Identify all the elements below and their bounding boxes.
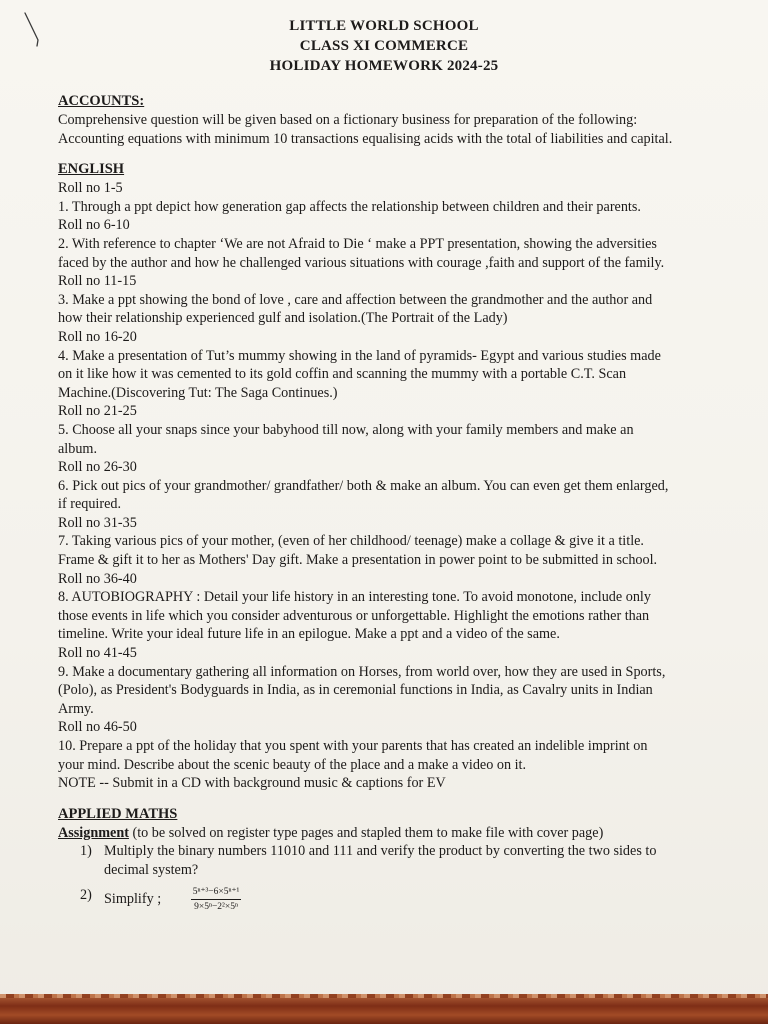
- english-line: 7. Taking various pics of your mother, (even of her childhood/ teenage) make a collage & give it a title.: [58, 533, 644, 550]
- document-body: [58, 92, 738, 913]
- maths-heading: APPLIED MATHS: [58, 805, 178, 822]
- english-line: if required.: [58, 496, 122, 513]
- maths-question-list: [58, 842, 738, 912]
- english-line: Roll no 11-15: [58, 273, 137, 290]
- english-line: those events in life which you consider adventurous or unforgettable. Highlight the emotions rather than: [58, 607, 650, 624]
- english-line: Army.: [58, 700, 94, 717]
- english-note: NOTE -- Submit in a CD with background music & captions for EV: [58, 775, 446, 792]
- accounts-section: [58, 92, 738, 148]
- english-line: 9. Make a documentary gathering all information on Horses, from world over, how they are used in Sports,: [58, 663, 666, 680]
- assignment-text: (to be solved on register type pages and stapled them to make file with cover page): [128, 824, 604, 841]
- assignment-instructions: [58, 824, 738, 843]
- class-name: CLASS XI COMMERCE: [299, 38, 469, 54]
- assignment-label: Assignment: [58, 824, 129, 841]
- english-line: 10. Prepare a ppt of the holiday that you spent with your parents that has created an indelible imprint on: [58, 738, 648, 754]
- accounts-heading: ACCOUNTS:: [58, 93, 145, 109]
- english-line: (Polo), as President's Bodyguards in India, as in ceremonial functions in India, as Cavalry units in Indian: [58, 682, 653, 699]
- english-line: on it like how it was cemented to its gold coffin and scanning the mummy with a portable C.T. Scan: [58, 366, 627, 383]
- english-line: 3. Make a ppt showing the bond of love , care and affection between the grandmother and the author and: [58, 291, 653, 308]
- question-line: Multiply the binary numbers 11010 and 111 and verify the product by converting the two sides to: [104, 843, 657, 860]
- english-line: 6. Pick out pics of your grandmother/ grandfather/ both & make an album. You can even get them enlarged,: [58, 477, 669, 494]
- english-line: Roll no 31-35: [58, 514, 137, 531]
- applied-maths-section: [58, 805, 738, 913]
- english-line: faced by the author and how he challenged various situations with courage ,faith and support of the family.: [58, 254, 665, 271]
- english-line: Roll no 46-50: [58, 719, 137, 736]
- accounts-line: Comprehensive question will be given based on a fictionary business for preparation of the following:: [58, 112, 638, 128]
- document-header: [0, 16, 768, 76]
- english-line: Roll no 36-40: [58, 570, 137, 587]
- question-line: decimal system?: [104, 861, 199, 878]
- question-number: 2): [80, 886, 92, 903]
- english-line: Roll no 21-25: [58, 403, 137, 420]
- english-line: 8. AUTOBIOGRAPHY : Detail your life history in an interesting tone. To avoid monotone, include only: [58, 589, 651, 606]
- fraction-numerator: 5ⁿ⁺³−6×5ⁿ⁺¹: [191, 886, 242, 900]
- english-line: Frame & gift it to her as Mothers' Day gift. Make a presentation in power point to be submitted in school.: [58, 552, 658, 569]
- school-name: LITTLE WORLD SCHOOL: [289, 18, 479, 34]
- question-number: 1): [80, 843, 92, 860]
- english-line: 1. Through a ppt depict how generation gap affects the relationship between children and their parents.: [58, 198, 641, 215]
- english-line: how their relationship experienced gulf and isolation.(The Portrait of the Lady): [58, 310, 508, 327]
- english-line: your mind. Describe about the scenic beauty of the place and a make a video on it.: [58, 756, 527, 773]
- page-bottom-edge: [0, 994, 768, 1024]
- document-title: HOLIDAY HOMEWORK 2024-25: [269, 58, 499, 74]
- english-line: Roll no 16-20: [58, 328, 137, 345]
- english-line: album.: [58, 440, 98, 457]
- english-section: [58, 160, 738, 793]
- english-line: Roll no 41-45: [58, 645, 137, 662]
- english-line: 2. With reference to chapter ‘We are not Afraid to Die ‘ make a PPT presentation, showing the adversities: [58, 235, 657, 252]
- english-heading: ENGLISH: [58, 161, 125, 178]
- fraction-denominator: 9×5ⁿ−2²×5ⁿ: [194, 901, 238, 912]
- english-line: 4. Make a presentation of Tut’s mummy showing in the land of pyramids- Egypt and various studies made: [58, 347, 661, 364]
- english-line: Roll no 26-30: [58, 459, 137, 476]
- english-line: Roll no 6-10: [58, 217, 130, 234]
- english-line: 5. Choose all your snaps since your babyhood till now, along with your family members and make an: [58, 421, 634, 438]
- english-line: Roll no 1-5: [58, 180, 123, 197]
- question-text: Simplify ;: [104, 890, 162, 907]
- maths-question: [58, 842, 738, 879]
- accounts-line: Accounting equations with minimum 10 transactions equalising acids with the total of liabilities and capital.: [58, 130, 673, 147]
- fraction-expression: [191, 886, 242, 913]
- english-line: timeline. Write your ideal future life in an epilogue. Make a ppt and a video of the same.: [58, 626, 560, 643]
- english-line: Machine.(Discovering Tut: The Saga Continues.): [58, 384, 338, 401]
- maths-question: [58, 886, 738, 913]
